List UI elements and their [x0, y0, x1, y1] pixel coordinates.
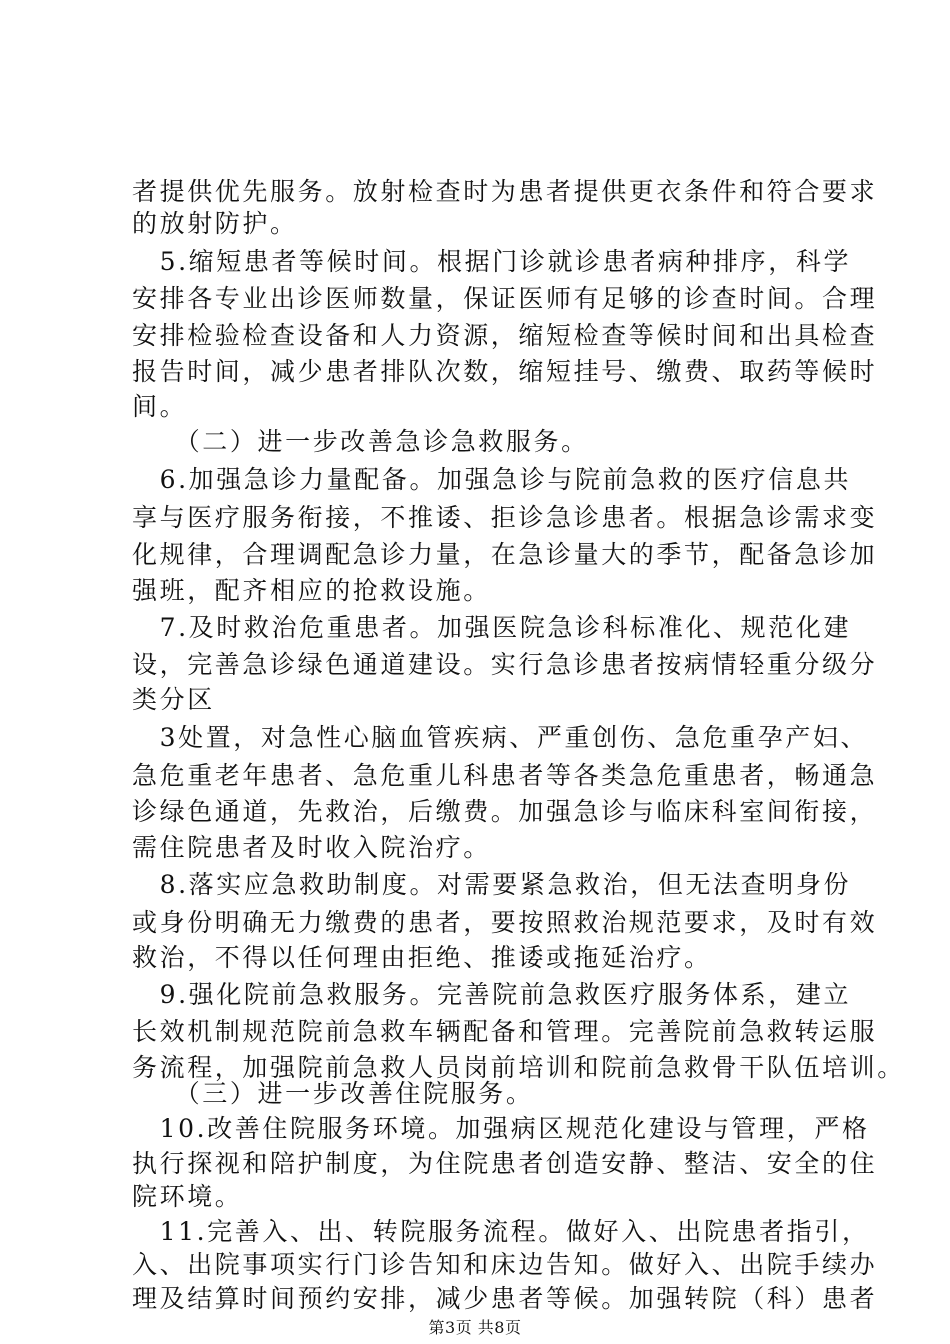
text-line: 设，完善急诊绿色通道建设。实行急诊患者按病情轻重分级分 — [132, 650, 878, 679]
text-line: 9.强化院前急救服务。完善院前急救医疗服务体系，建立 — [132, 980, 852, 1009]
text-line: 强班，配齐相应的抢救设施。 — [132, 576, 491, 605]
section-heading: （三）进一步改善住院服务。 — [132, 1079, 534, 1108]
text-line: 报告时间，减少患者排队次数，缩短挂号、缴费、取药等候时 — [132, 357, 878, 386]
text-line: 8.落实应急救助制度。对需要紧急救治，但无法查明身份 — [132, 870, 852, 899]
text-line: 或身份明确无力缴费的患者，要按照救治规范要求，及时有效 — [132, 908, 878, 937]
text-line: 入、出院事项实行门诊告知和床边告知。做好入、出院手续办 — [132, 1250, 878, 1279]
text-line: 理及结算时间预约安排，减少患者等候。加强转院（科）患者 — [132, 1284, 878, 1313]
text-line: 急危重老年患者、急危重儿科患者等各类急危重患者，畅通急 — [132, 761, 878, 790]
text-line: 长效机制规范院前急救车辆配备和管理。完善院前急救转运服 — [132, 1017, 878, 1046]
text-line: 7.及时救治危重患者。加强医院急诊科标准化、规范化建 — [132, 613, 852, 642]
text-line: 6.加强急诊力量配备。加强急诊与院前急救的医疗信息共 — [132, 465, 852, 494]
text-line: 安排检验检查设备和人力资源，缩短检查等候时间和出具检查 — [132, 321, 878, 350]
text-line: 10.改善住院服务环境。加强病区规范化建设与管理，严格 — [132, 1114, 870, 1143]
text-line: 5.缩短患者等候时间。根据门诊就诊患者病种排序，科学 — [132, 247, 852, 276]
text-line: 间。 — [132, 392, 188, 421]
text-line: 11.完善入、出、转院服务流程。做好入、出院患者指引， — [132, 1217, 870, 1246]
text-line: 类分区 — [132, 685, 215, 714]
page-number-footer: 第3页 共8页 — [428, 1318, 522, 1337]
text-line: 需住院患者及时收入院治疗。 — [132, 833, 491, 862]
text-line: 院环境。 — [132, 1182, 243, 1211]
text-line: 者提供优先服务。放射检查时为患者提供更衣条件和符合要求 — [132, 177, 878, 206]
text-line: 安排各专业出诊医师数量，保证医师有足够的诊查时间。合理 — [132, 284, 878, 313]
text-line: 享与医疗服务衔接，不推诿、拒诊急诊患者。根据急诊需求变 — [132, 503, 878, 532]
text-line: 3处置，对急性心脑血管疾病、严重创伤、急危重孕产妇、 — [132, 723, 869, 752]
text-line: 的放射防护。 — [132, 209, 298, 238]
section-heading: （二）进一步改善急诊急救服务。 — [132, 427, 589, 456]
text-line: 救治，不得以任何理由拒绝、推诿或拖延治疗。 — [132, 943, 712, 972]
text-line: 化规律，合理调配急诊力量，在急诊量大的季节，配备急诊加 — [132, 540, 878, 569]
text-line: 执行探视和陪护制度，为住院患者创造安静、整洁、安全的住 — [132, 1149, 878, 1178]
text-line: 诊绿色通道，先救治，后缴费。加强急诊与临床科室间衔接， — [132, 797, 878, 826]
text-line: 务流程，加强院前急救人员岗前培训和院前急救骨干队伍培训。 — [132, 1053, 905, 1082]
